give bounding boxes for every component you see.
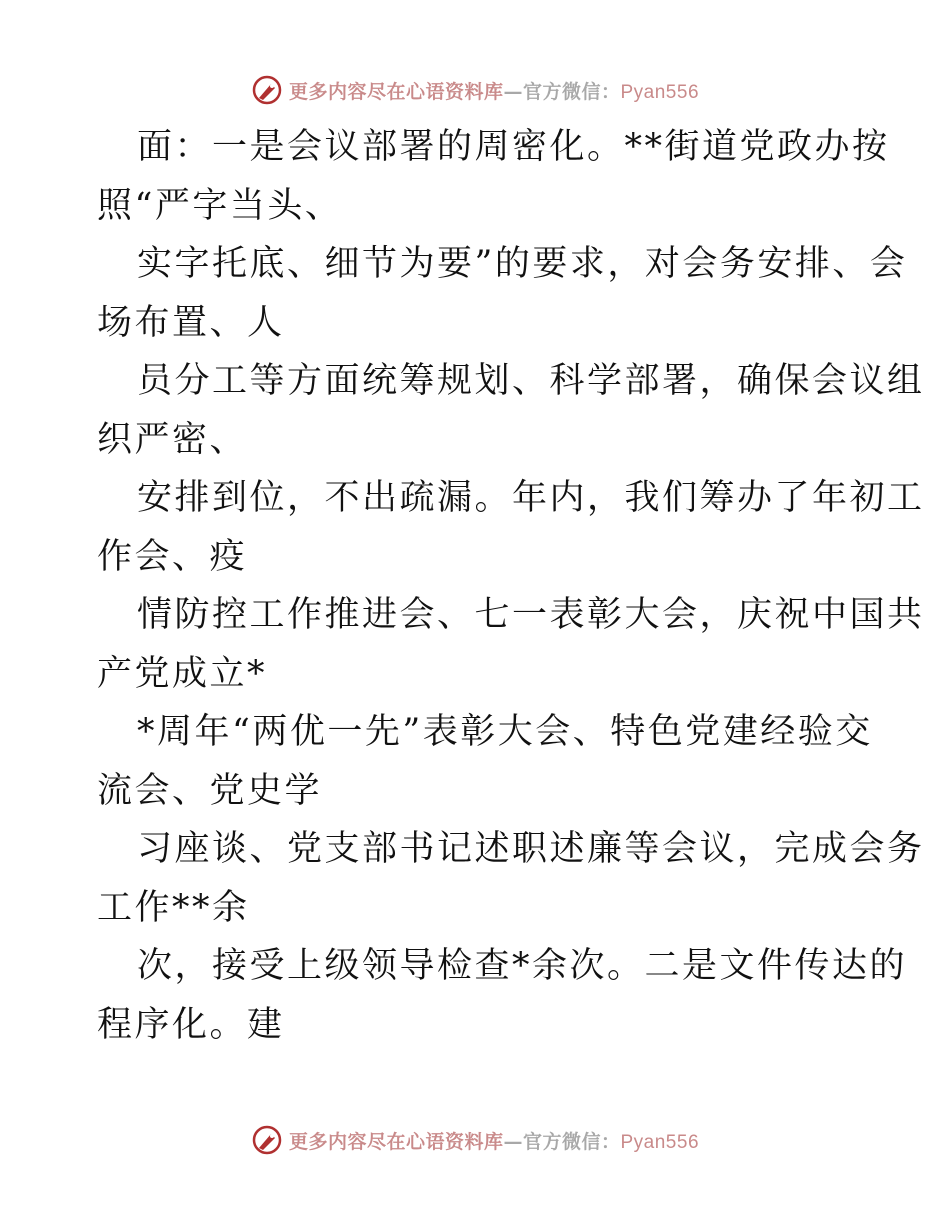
- header-watermark: [0, 70, 950, 110]
- text-line: 场布置、人: [97, 302, 285, 343]
- text-line: 次，接受上级领导检查*余次。二是文件传达的: [137, 946, 908, 986]
- text-line: 工作**余: [97, 887, 250, 928]
- text-line: 情防控工作推进会、七一表彰大会，庆祝中国共: [137, 595, 925, 635]
- text-line: 产党成立*: [97, 653, 268, 694]
- text-line: 实字托底、细节为要”的要求，对会务安排、会: [137, 244, 908, 284]
- footer-watermark: [0, 1120, 950, 1160]
- text-line: 织严密、: [97, 419, 248, 460]
- text-line: 习座谈、党支部书记述职述廉等会议，完成会务: [137, 829, 925, 869]
- pen-nib-logo-icon: [251, 74, 283, 106]
- watermark-text: 更多内容尽在心语资料库—官方微信：Pyan556: [288, 1130, 700, 1153]
- text-line: *周年“两优一先”表彰大会、特色党建经验交: [137, 712, 873, 752]
- text-line: 照“严字当头、: [97, 185, 343, 226]
- text-line: 流会、党史学: [97, 770, 323, 811]
- pen-nib-logo-icon: [251, 1124, 283, 1156]
- text-line: 面：一是会议部署的周密化。**街道党政办按: [137, 127, 890, 167]
- text-line: 作会、疫: [97, 536, 248, 577]
- text-line: 安排到位，不出疏漏。年内，我们筹办了年初工: [137, 478, 925, 518]
- watermark-text: 更多内容尽在心语资料库—官方微信：Pyan556: [288, 80, 700, 103]
- text-line: 程序化。建: [97, 1004, 285, 1045]
- text-line: 员分工等方面统筹规划、科学部署，确保会议组: [137, 361, 925, 401]
- document-body: [97, 118, 925, 1054]
